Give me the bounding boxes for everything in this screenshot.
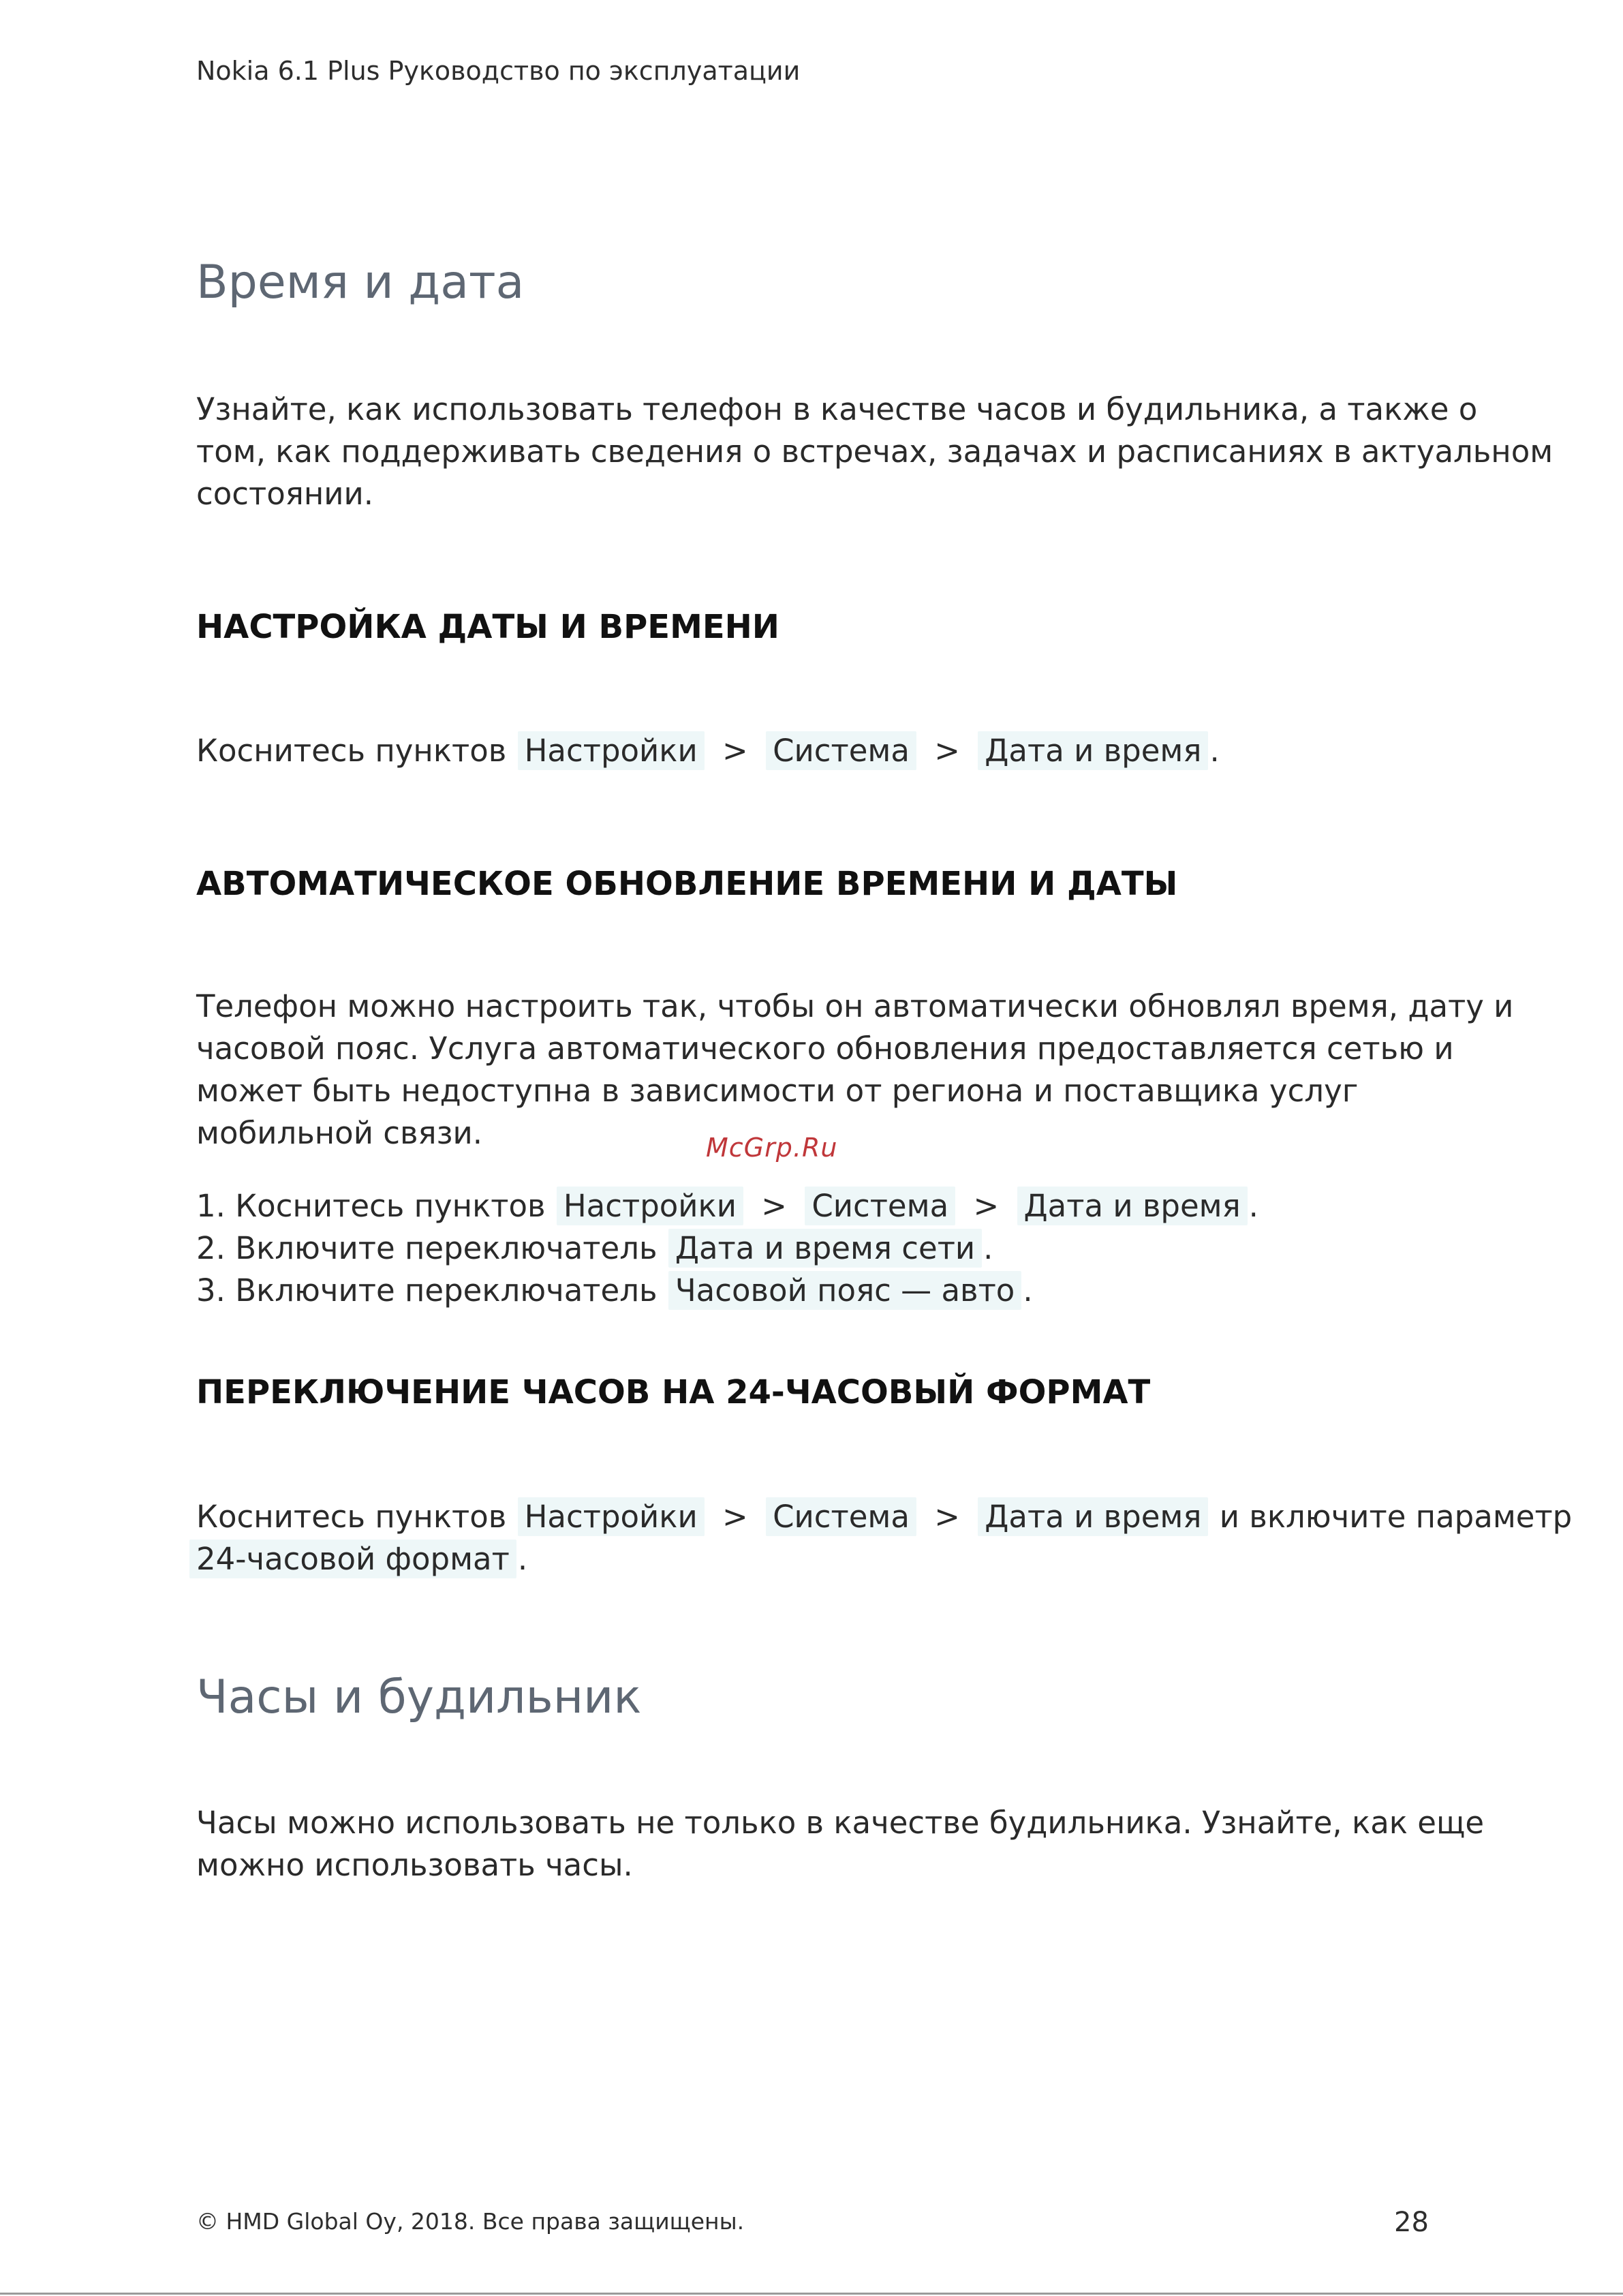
- ui-auto-timezone: Часовой пояс — авто: [668, 1271, 1022, 1310]
- path-separator: >: [934, 733, 960, 769]
- intro-line-1: Узнайте, как использовать телефон в качестве часов и будильника, а также о: [196, 391, 1478, 427]
- document-header: Nokia 6.1 Plus Руководство по эксплуатации: [196, 56, 801, 86]
- instruction-suffix: .: [517, 1541, 528, 1577]
- intro-line-2: том, как поддерживать сведения о встречах, задачах и расписаниях в актуальном: [196, 433, 1554, 470]
- intro-line-2: можно использовать часы.: [196, 1847, 633, 1883]
- step-3-prefix: 3. Включите переключатель: [196, 1272, 658, 1308]
- step-3-suffix: .: [1023, 1272, 1033, 1308]
- description-line-4: мобильной связи.: [196, 1115, 483, 1151]
- description-line-3: может быть недоступна в зависимости от региона и поставщика услуг: [196, 1073, 1359, 1109]
- page-number: 28: [1394, 2207, 1429, 2238]
- step-1-prefix: 1. Коснитесь пунктов: [196, 1188, 546, 1224]
- footer-copyright: © HMD Global Oy, 2018. Все права защищены.: [196, 2208, 745, 2235]
- section-intro: [196, 388, 1553, 515]
- ui-date-time: Дата и время: [978, 1497, 1208, 1536]
- ui-system: Система: [766, 731, 916, 770]
- step-2: [196, 1227, 1258, 1270]
- ui-network-date-time: Дата и время сети: [668, 1229, 982, 1268]
- watermark: McGrp.Ru: [706, 1133, 838, 1163]
- path-separator: >: [973, 1188, 1000, 1224]
- section-title-time-date: Время и дата: [196, 256, 525, 309]
- ui-date-time: Дата и время: [978, 731, 1208, 770]
- path-separator: >: [722, 1499, 748, 1535]
- auto-update-steps: [196, 1185, 1258, 1312]
- ui-24h-format: 24-часовой формат: [189, 1540, 516, 1578]
- description-line-1: Телефон можно настроить так, чтобы он автоматически обновлял время, дату и: [196, 988, 1514, 1024]
- ui-settings: Настройки: [518, 731, 705, 770]
- intro-line-3: состоянии.: [196, 476, 374, 512]
- step-3: [196, 1270, 1258, 1312]
- path-separator: >: [934, 1499, 960, 1535]
- ui-settings: Настройки: [518, 1497, 705, 1536]
- subsection-title-auto-update: АВТОМАТИЧЕСКОЕ ОБНОВЛЕНИЕ ВРЕМЕНИ И ДАТЫ: [196, 865, 1178, 903]
- set-date-time-instruction: [196, 730, 1220, 772]
- clock-alarm-intro: [196, 1802, 1484, 1886]
- instruction-prefix: Коснитесь пунктов: [196, 733, 507, 769]
- subsection-title-set-date-time: НАСТРОЙКА ДАТЫ И ВРЕМЕНИ: [196, 608, 779, 646]
- intro-line-1: Часы можно использовать не только в качестве будильника. Узнайте, как еще: [196, 1805, 1485, 1841]
- subsection-title-24h-format: ПЕРЕКЛЮЧЕНИЕ ЧАСОВ НА 24-ЧАСОВЫЙ ФОРМАТ: [196, 1373, 1151, 1411]
- description-line-2: часовой пояс. Услуга автоматического обновления предоставляется сетью и: [196, 1030, 1454, 1067]
- instruction-line-1: [196, 1496, 1572, 1538]
- ui-system: Система: [766, 1497, 916, 1536]
- instruction-line-2: [196, 1538, 1572, 1580]
- step-2-prefix: 2. Включите переключатель: [196, 1230, 658, 1266]
- instruction-middle: и включите параметр: [1219, 1499, 1573, 1535]
- bottom-divider: [0, 2293, 1623, 2295]
- step-1-suffix: .: [1248, 1188, 1258, 1224]
- step-2-suffix: .: [983, 1230, 993, 1266]
- ui-system: Система: [805, 1187, 955, 1225]
- auto-update-description: [196, 985, 1513, 1154]
- step-1: [196, 1185, 1258, 1227]
- instruction-prefix: Коснитесь пунктов: [196, 1499, 507, 1535]
- 24h-format-instruction: [196, 1496, 1572, 1580]
- ui-settings: Настройки: [557, 1187, 743, 1225]
- path-separator: >: [761, 1188, 787, 1224]
- instruction-suffix: .: [1209, 733, 1220, 769]
- ui-date-time: Дата и время: [1017, 1187, 1248, 1225]
- path-separator: >: [722, 733, 748, 769]
- section-title-clock-alarm: Часы и будильник: [196, 1670, 642, 1724]
